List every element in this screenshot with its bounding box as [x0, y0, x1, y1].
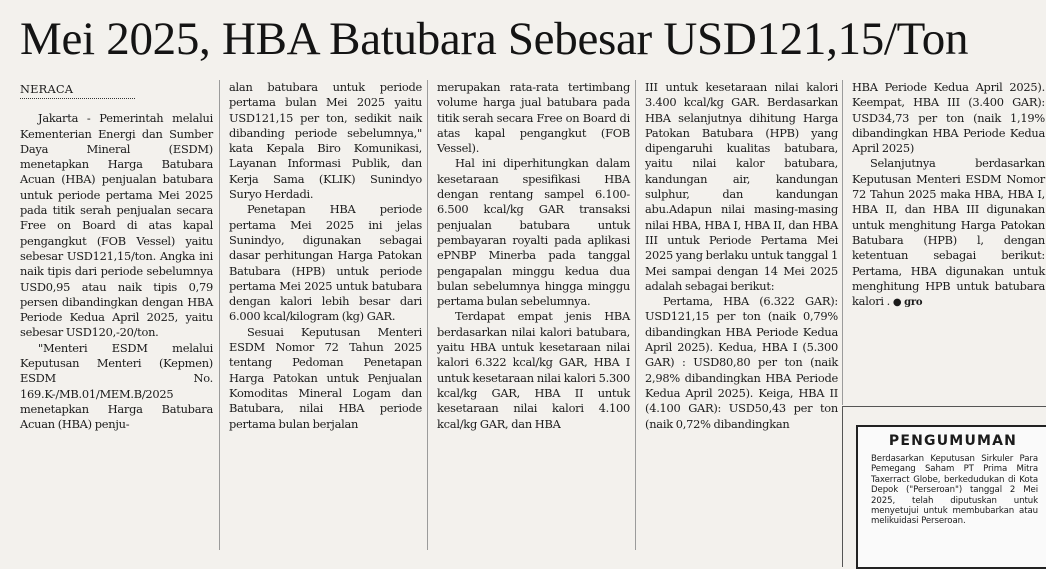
paragraph: merupakan rata-rata tertimbang volume harga jual batubara pada titik serah secara Free on Board di atas kapal pengangkut (FOB Vessel).: [437, 80, 630, 156]
announcement-ad: [856, 425, 1046, 569]
article-column-2: [229, 80, 422, 432]
article-column-4: [645, 80, 838, 432]
paragraph: "Menteri ESDM melalui Keputusan Menteri (Kepmen) ESDM No. 169.K-/MB.01/MEM.B/2025 menetapkan Harga Batubara Acuan (HBA) penju-: [20, 340, 213, 432]
paragraph: alan batubara untuk periode pertama bulan Mei 2025 yaitu USD121,15 per ton, sedikit naik dibanding periode sebelumnya," kata Kepala Biro Komunikasi, Layanan Informasi Publik, dan Kerja Sama (KLIK) Sunindyo Suryo Herdadi.: [229, 80, 422, 202]
ad-title: PENGUMUMAN: [888, 433, 1018, 449]
paragraph: [852, 156, 1045, 310]
paragraph: Sesuai Keputusan Menteri ESDM Nomor 72 Tahun 2025 tentang Pedoman Penetapan Harga Patokan untuk Penjualan Komoditas Mineral Logam dan Batubara, nilai HBA periode pertama bulan berjalan: [229, 324, 422, 431]
headline: Mei 2025, HBA Batubara Sebesar USD121,15/Ton: [20, 13, 969, 65]
article-column-5: [852, 80, 1045, 310]
section-kicker: NERACA: [20, 82, 135, 99]
paragraph: Hal ini diperhitungkan dalam kesetaraan spesifikasi HBA dengan rentang sampel 6.100-6.500 kcal/kg GAR transaksi penjualan batubara untuk pembayaran royalti pada aplikasi ePNBP Minerba pada tanggal pengapalan minggu kedua dua bulan sebelumnya hingga minggu pertama bulan sebelumnya.: [437, 156, 630, 309]
paragraph: Penetapan HBA periode pertama Mei 2025 ini jelas Sunindyo, digunakan sebagai dasar perhitungan Harga Patokan Batubara (HPB) untuk periode pertama Mei 2025 untuk batubara dengan kalori lebih besar dari 6.000 kcal/kilogram (kg) GAR.: [229, 202, 422, 324]
column-divider: [635, 80, 636, 550]
author-byline: ● gro: [892, 297, 923, 309]
column-divider: [219, 80, 220, 550]
paragraph: Jakarta - Pemerintah melalui Kementerian Energi dan Sumber Daya Mineral (ESDM) menetapkan Harga Batubara Acuan (HBA) penjualan batubara untuk periode pertama Mei 2025 pada titik serah penjualan secara Free on Board di atas kapal pengangkut (FOB Vessel) yaitu sebesar USD121,15/ton. Angka ini naik tipis dari periode sebelumnya USD0,95 atau naik tipis 0,79 persen dibandingkan dengan HBA Periode Kedua April 2025, yaitu sebesar USD120,-20/ton.: [20, 111, 213, 340]
ad-body: Berdasarkan Keputusan Sirkuler Para Pemegang Saham PT Prima Mitra Taxerract Globe, berkedudukan di Kota Depok ("Perseroan") tanggal 2 Mei 2025, telah diputuskan untuk menyetujui untuk membubarkan atau melikuidasi Perseroan.: [871, 454, 1038, 527]
paragraph-text: Selanjutnya berdasarkan Keputusan Menteri ESDM Nomor 72 Tahun 2025 maka HBA, HBA I, HBA II, dan HBA III digunakan untuk menghitung Harga Patokan Batubara (HPB) l, dengan ketentuan sebagai berikut: Pertama, HBA digunakan untuk menghitung HPB untuk batubara kalori .: [852, 156, 1045, 309]
article-column-3: [437, 80, 630, 432]
column-divider: [427, 80, 428, 550]
paragraph: Terdapat empat jenis HBA berdasarkan nilai kalori batubara, yaitu HBA untuk kesetaraan nilai kalori 6.322 kcal/kg GAR, HBA I untuk kesetaraan nilai kalori 5.300 kcal/kg GAR, HBA II untuk kesetaraan nilai kalori 4.100 kcal/kg GAR, dan HBA: [437, 309, 630, 431]
article-column-1: [20, 82, 213, 433]
paragraph: III untuk kesetaraan nilai kalori 3.400 kcal/kg GAR. Berdasarkan HBA selanjutnya dihitung Harga Patokan Batubara (HPB) yang dipengaruhi kualitas batubara, yaitu nilai kalor batubara, kandungan air, kandungan sulphur, dan kandungan abu.Adapun nilai masing-masing nilai HBA, HBA I, HBA II, dan HBA III untuk Periode Pertama Mei 2025 yang berlaku untuk tanggal 1 Mei sampai dengan 14 Mei 2025 adalah sebagai berikut:: [645, 80, 838, 293]
paragraph: Pertama, HBA (6.322 GAR): USD121,15 per ton (naik 0,79% dibandingkan HBA Periode Kedua April 2025). Kedua, HBA I (5.300 GAR) : USD80,80 per ton (naik 2,98% dibandingkan HBA Periode Kedua April 2025). Keiga, HBA II (4.100 GAR): USD50,43 per ton (naik 0,72% dibandingkan: [645, 294, 838, 431]
column-divider: [842, 80, 843, 405]
paragraph: HBA Periode Kedua April 2025). Keempat, HBA III (3.400 GAR): USD34,73 per ton (naik 1,19% dibandingkan HBA Periode Kedua April 2025): [852, 80, 1045, 156]
